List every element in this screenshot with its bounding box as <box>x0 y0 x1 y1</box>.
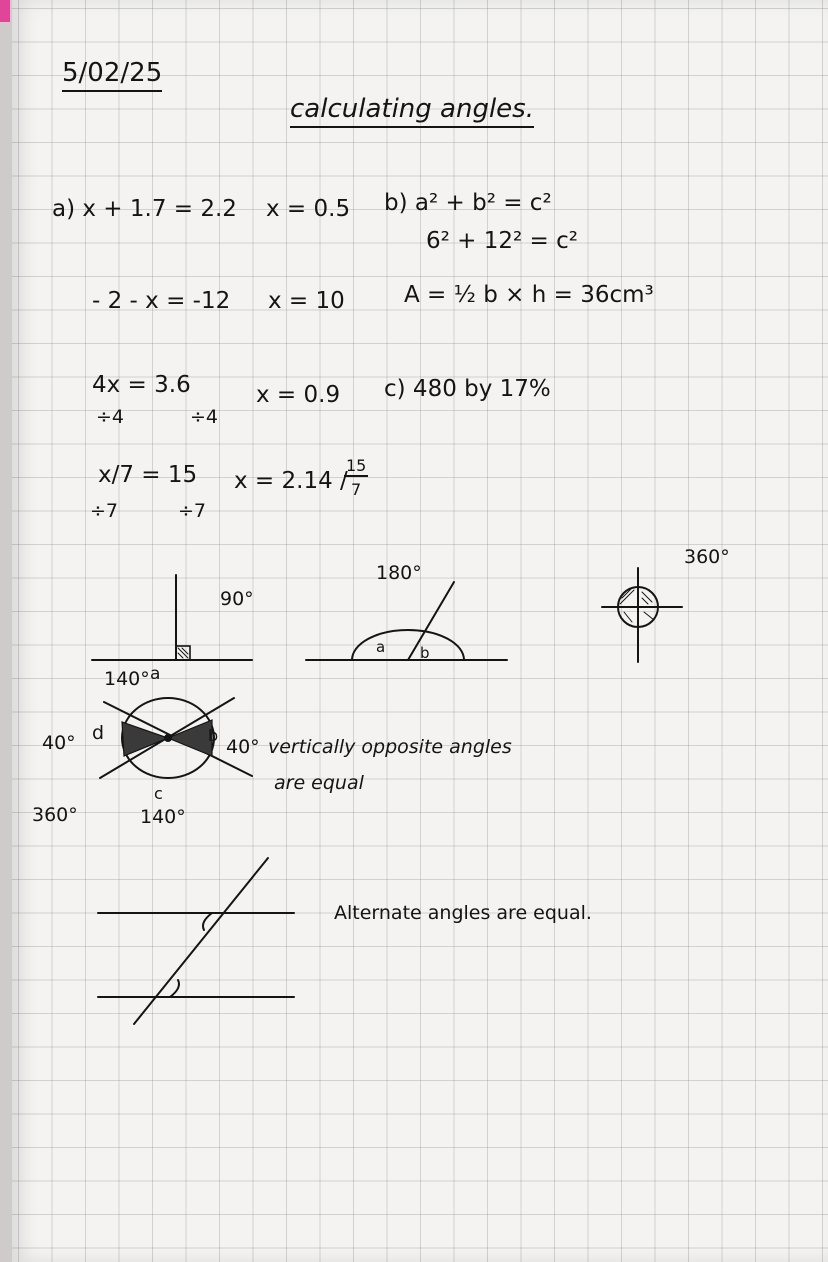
label-vert-b: b <box>208 726 219 745</box>
note-alternate-angles: Alternate angles are equal. <box>334 902 592 924</box>
label-vert-a: a <box>150 664 161 684</box>
equation-a3-right: x = 0.9 <box>256 382 341 408</box>
equation-a3-op-left: ÷4 <box>96 406 125 428</box>
equation-a2-right: x = 10 <box>268 288 345 314</box>
label-vert-40-right: 40° <box>226 736 260 758</box>
note-vertically-opposite: vertically opposite angles <box>268 736 512 758</box>
label-angle-b: b <box>420 644 430 662</box>
straight-line-angle-diagram <box>306 582 507 660</box>
label-360-degrees-top: 360° <box>684 546 730 568</box>
label-180-degrees: 180° <box>376 562 422 584</box>
equation-a4-op-right: ÷7 <box>178 500 207 522</box>
full-turn-diagram <box>602 568 682 662</box>
note-are-equal: are equal <box>274 772 364 794</box>
equation-a3-op-right: ÷4 <box>190 406 219 428</box>
label-vert-360: 360° <box>32 804 78 826</box>
graph-paper-page <box>12 0 828 1262</box>
equation-a1-right: x = 0.5 <box>266 196 351 222</box>
equation-b1: b) a² + b² = c² <box>384 190 552 216</box>
equation-a4-fraction-numerator: 15 <box>346 456 367 475</box>
label-vert-140-top: 140° <box>104 668 150 690</box>
equation-a4-op-left: ÷7 <box>90 500 119 522</box>
label-90-degrees: 90° <box>220 588 254 610</box>
equation-a3-left: 4x = 3.6 <box>92 372 191 398</box>
label-vert-c: c <box>154 784 163 803</box>
angle-diagrams <box>12 0 828 1262</box>
equation-a4-right: x = 2.14 / <box>234 468 348 494</box>
equation-b3: A = ½ b × h = 36cm³ <box>404 282 654 308</box>
equation-a2-left: - 2 - x = -12 <box>92 288 231 314</box>
equation-c1: c) 480 by 17% <box>384 376 551 402</box>
equation-a4-left: x/7 = 15 <box>98 462 198 488</box>
equation-a4-fraction-denominator: 7 <box>351 480 362 499</box>
label-vert-d: d <box>92 722 105 744</box>
pink-corner-tab <box>0 0 10 22</box>
equation-b2: 6² + 12² = c² <box>426 228 578 254</box>
equation-a1-left: a) x + 1.7 = 2.2 <box>52 196 237 222</box>
alternate-angles-diagram <box>98 858 294 1024</box>
page-title: calculating angles. <box>290 94 534 128</box>
date-heading: 5/02/25 <box>62 58 162 92</box>
label-angle-a: a <box>376 638 386 656</box>
label-vert-140-bottom: 140° <box>140 806 186 828</box>
label-vert-40-left: 40° <box>42 732 76 754</box>
